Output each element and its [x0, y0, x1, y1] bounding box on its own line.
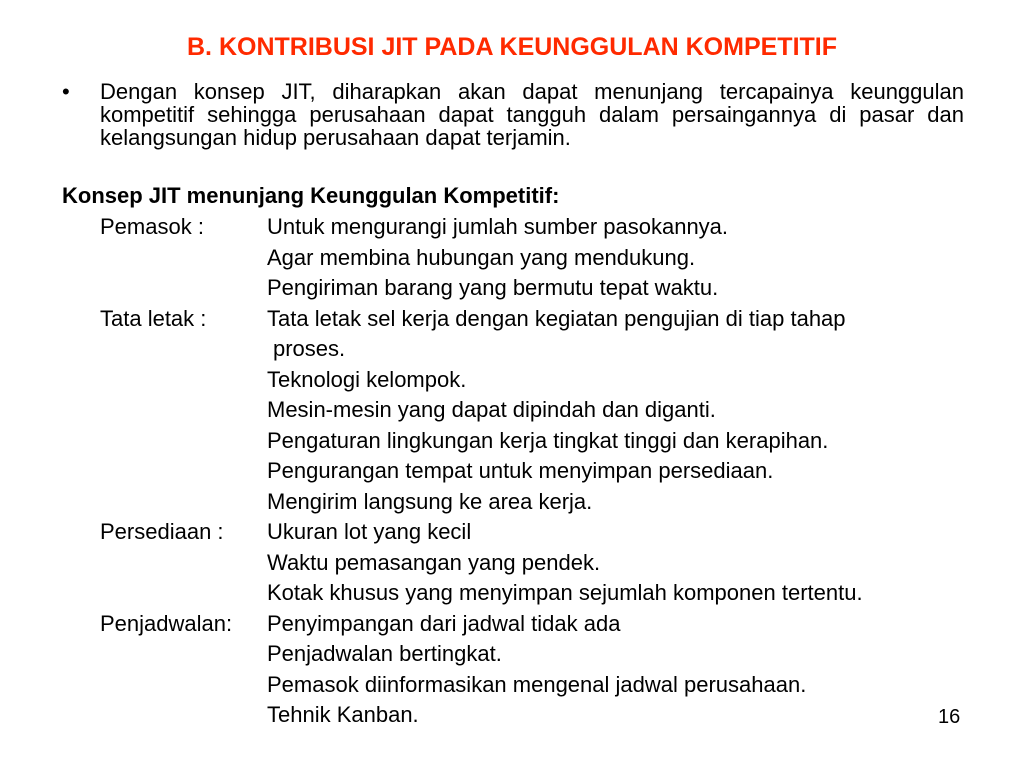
row-text: Untuk mengurangi jumlah sumber pasokannya.	[267, 214, 729, 239]
bullet-icon: •	[62, 79, 70, 104]
list-row	[0, 334, 1024, 365]
row-text: Tehnik Kanban.	[267, 702, 419, 727]
row-text: Mengirim langsung ke area kerja.	[267, 488, 593, 514]
list-row	[0, 243, 1024, 274]
row-label: Persediaan :	[100, 519, 224, 544]
row-text: Kotak khusus yang menyimpan sejumlah komponen tertentu.	[267, 580, 863, 605]
list-row	[0, 456, 1024, 487]
list-row	[0, 700, 1024, 731]
bullet-text: Dengan konsep JIT, diharapkan akan dapat menunjang tercapainya keunggulan kompetitif sehingga perusahaan dapat tangguh dalam persaingannya di pasar dan kelangsungan hidup perusahaan dapat terjamin.	[100, 79, 964, 150]
row-text: Pengaturan lingkungan kerja tingkat tinggi dan kerapihan.	[267, 427, 829, 453]
row-text: Agar membina hubungan yang mendukung.	[267, 244, 696, 270]
list-row	[0, 517, 1024, 548]
row-text: Ukuran lot yang kecil	[267, 519, 472, 544]
row-text: Penjadwalan bertingkat.	[267, 641, 502, 666]
list-row	[0, 273, 1024, 304]
list-row	[0, 212, 1024, 243]
row-label: Tata letak :	[100, 305, 207, 331]
list-row	[0, 304, 1024, 335]
row-text: Pengiriman barang yang bermutu tepat waktu.	[267, 275, 719, 300]
row-label: Penjadwalan:	[100, 610, 233, 636]
row-label: Pemasok :	[100, 214, 204, 239]
row-text: Waktu pemasangan yang pendek.	[267, 549, 601, 575]
list-row	[0, 609, 1024, 640]
row-text: proses.	[273, 336, 346, 361]
list-row	[0, 548, 1024, 579]
row-text: Pemasok diinformasikan mengenal jadwal perusahaan.	[267, 671, 807, 697]
list-row	[0, 639, 1024, 670]
row-text: Mesin-mesin yang dapat dipindah dan diganti.	[267, 397, 716, 422]
row-text: Tata letak sel kerja dengan kegiatan pengujian di tiap tahap	[267, 305, 846, 331]
bullet-paragraph	[62, 80, 964, 149]
list-row	[0, 578, 1024, 609]
concept-list	[0, 212, 1024, 731]
section-subheading: Konsep JIT menunjang Keunggulan Kompetitif:	[62, 183, 560, 208]
page-number: 16	[938, 706, 961, 728]
slide-title: B. KONTRIBUSI JIT PADA KEUNGGULAN KOMPETITIF	[187, 33, 837, 61]
list-row	[0, 487, 1024, 518]
list-row	[0, 670, 1024, 701]
list-row	[0, 395, 1024, 426]
row-text: Penyimpangan dari jadwal tidak ada	[267, 610, 621, 636]
list-row	[0, 426, 1024, 457]
list-row	[0, 365, 1024, 396]
row-text: Teknologi kelompok.	[267, 366, 467, 392]
row-text: Pengurangan tempat untuk menyimpan persediaan.	[267, 458, 774, 483]
